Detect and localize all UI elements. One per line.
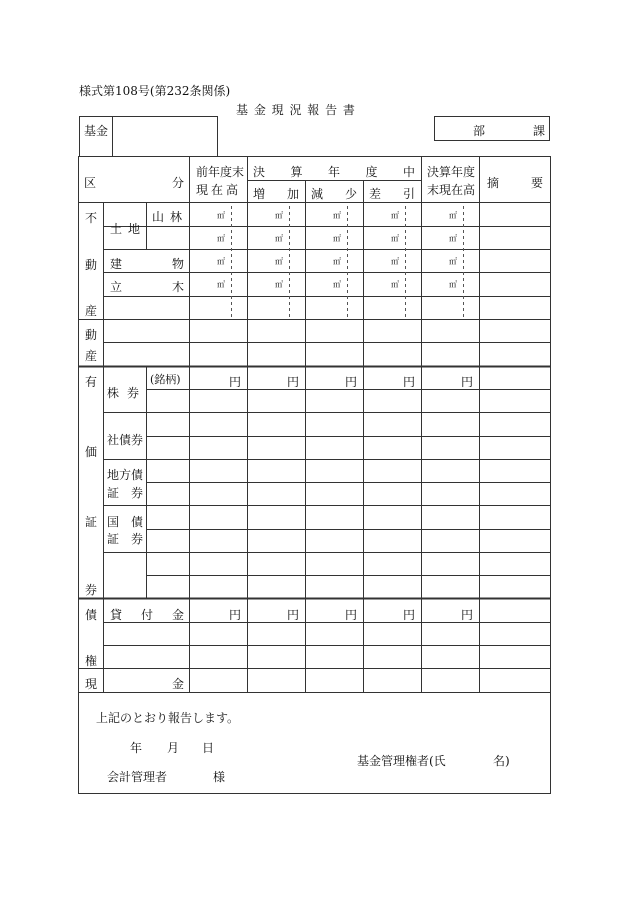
unit-mark: ㎡ [275,257,283,266]
month-label: 月 [167,741,180,755]
yen-mark: 円 [229,375,242,389]
col-category-right: 分 [172,176,185,190]
unit-mark: ㎡ [449,234,457,243]
yen-mark: 円 [229,608,242,622]
document-title: 基 金 現 況 報 告 書 [236,103,356,117]
accountant-label: 会計管理者 [107,770,168,784]
unit-mark: ㎡ [391,257,399,266]
claims-char-2: 権 [85,654,98,668]
unit-mark: ㎡ [391,211,399,220]
local-bonds-label-1: 地方債 [107,468,144,482]
cash-label: 現 金 [85,677,184,691]
bonds-label: 社債券 [107,433,144,447]
loans-label: 貸 付 金 [110,608,184,622]
yen-mark: 円 [403,375,416,389]
securities-char-1: 有 [85,375,98,389]
securities-char-3: 証 [85,515,98,529]
unit-mark: ㎡ [217,257,225,266]
land-label: 土 地 [110,222,140,236]
unit-mark: ㎥ [391,280,399,289]
col-end-1: 決算年度 [427,165,476,179]
unit-mark: ㎥ [275,280,283,289]
claims-char-1: 債 [85,608,98,622]
unit-mark: ㎡ [217,211,225,220]
manager-label: 基金管理権者(氏 [357,754,446,768]
col-settlement: 決 算 年 度 中 [253,165,415,179]
unit-mark: ㎡ [275,234,283,243]
unit-mark: ㎥ [449,280,457,289]
movable-char-1: 動 [85,328,98,342]
securities-char-2: 価 [85,445,98,459]
yen-mark: 円 [403,608,416,622]
honorific-label: 様 [213,770,226,784]
brand-label: (銘柄) [150,373,181,386]
col-prev-1: 前年度末 [196,165,245,179]
col-remarks: 摘 要 [487,176,543,190]
yen-mark: 円 [345,375,358,389]
real-estate-char-3: 産 [85,304,98,318]
col-increase: 増 加 [253,187,299,201]
standing-trees-label: 立 木 [110,280,184,294]
real-estate-char-1: 不 [85,211,98,225]
unit-mark: ㎥ [333,280,341,289]
unit-mark: ㎡ [333,257,341,266]
fund-label: 基金 [84,124,109,138]
local-bonds-label-2: 証 券 [107,486,144,500]
col-difference: 差 引 [369,187,415,201]
building-label: 建 物 [110,257,184,271]
unit-mark: ㎡ [217,234,225,243]
col-decrease: 減 少 [311,187,357,201]
year-label: 年 [130,741,143,755]
day-label: 日 [202,741,215,755]
unit-mark: ㎡ [333,234,341,243]
unit-mark: ㎡ [449,211,457,220]
govt-bonds-label-1: 国 債 [107,515,144,529]
col-end-2: 末現在高 [427,183,476,197]
yen-mark: 円 [287,375,300,389]
col-prev-2: 現在高 [196,183,242,197]
govt-bonds-label-2: 証 券 [107,532,144,546]
unit-mark: ㎥ [217,280,225,289]
yen-mark: 円 [461,375,474,389]
col-category-left: 区 [84,176,97,190]
forest-label: 山 林 [152,210,182,224]
yen-mark: 円 [287,608,300,622]
yen-mark: 円 [345,608,358,622]
unit-mark: ㎡ [333,211,341,220]
unit-mark: ㎡ [391,234,399,243]
securities-char-4: 券 [85,583,98,597]
department-label: 部 [473,124,486,138]
real-estate-char-2: 動 [85,258,98,272]
report-statement: 上記のとおり報告します。 [96,711,240,725]
yen-mark: 円 [461,608,474,622]
unit-mark: ㎡ [275,211,283,220]
movable-char-2: 産 [85,349,98,363]
form-number: 様式第108号(第232条関係) [79,84,231,98]
manager-name-suffix: 名) [493,754,510,768]
stocks-label: 株 券 [107,386,139,400]
unit-mark: ㎡ [449,257,457,266]
section-label: 課 [533,124,546,138]
